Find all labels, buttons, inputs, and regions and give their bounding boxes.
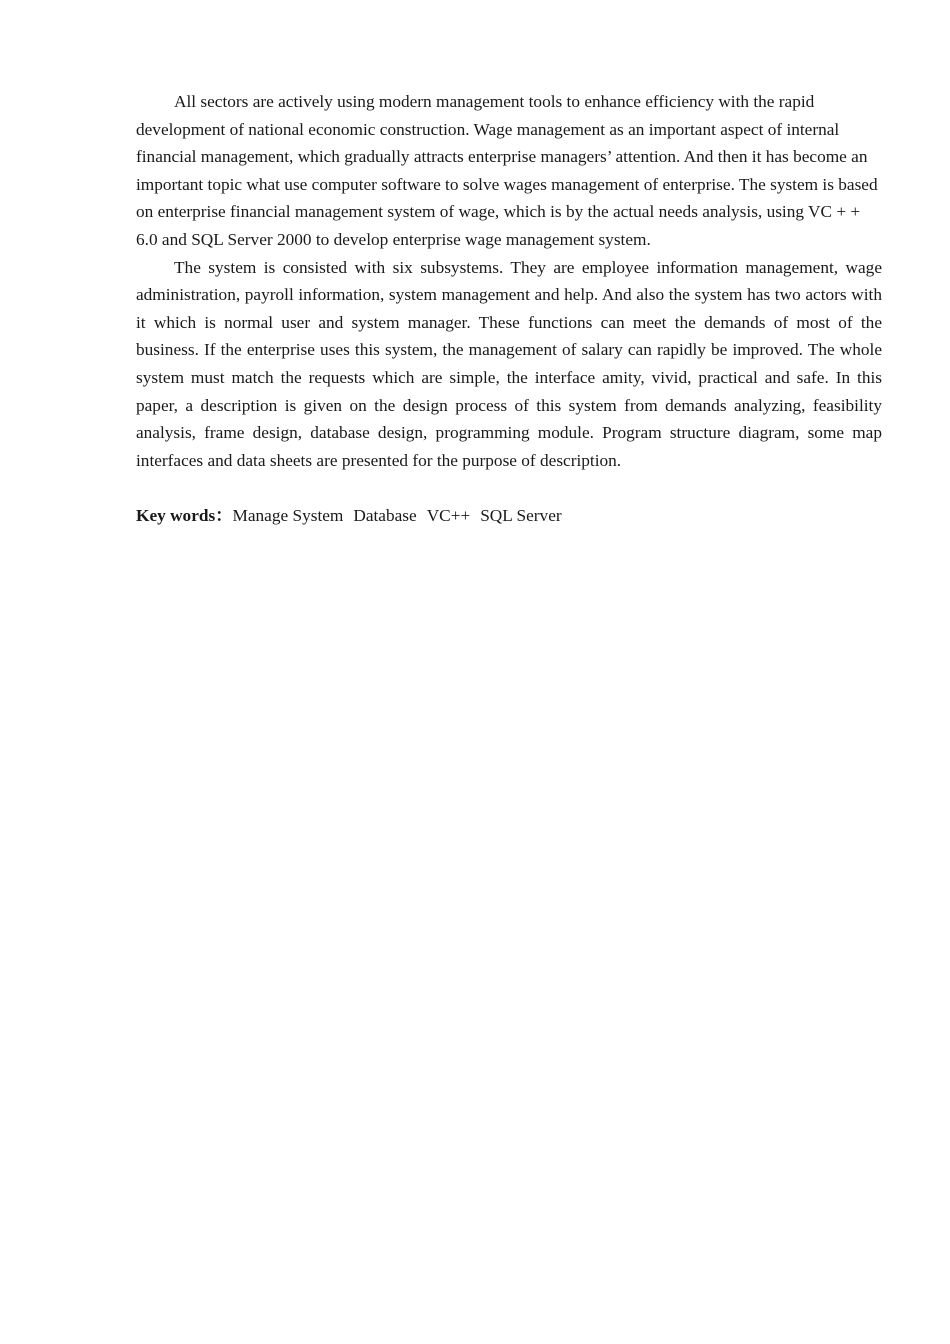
abstract-paragraph-2: The system is consisted with six subsystems. They are employee information management, wage administration, payroll information, system management and help. And also the system has two actors with it which is normal user and system manager. These functions can meet the demands of most of the business. If the enterprise uses this system, the management of salary can rapidly be improved. The whole system must match the requests which are simple, the interface amity, vivid, practical and safe. In this paper, a description is given on the design process of this system from demands analyzing, feasibility analysis, frame design, database design, programming module. Program structure diagram, some map interfaces and data sheets are presented for the purpose of description. [136, 257, 882, 470]
keywords-line [136, 502, 882, 530]
keywords-label: Key words： [136, 506, 233, 526]
keyword-item: Database [353, 506, 417, 526]
keyword-item: Manage System [232, 506, 344, 526]
abstract-paragraph-1: All sectors are actively using modern management tools to enhance efficiency with the rapid development of national economic construction. Wage management as an important aspect of internal financial management, which gradually attracts enterprise managers’ attention. And then it has become an important topic what use computer software to solve wages management of enterprise. The system is based on enterprise financial management system of wage, which is by the actual needs analysis, using VC + + 6.0 and SQL Server 2000 to develop enterprise wage management system. [136, 92, 878, 249]
keyword-item: VC++ [426, 506, 471, 526]
keyword-item: SQL Server [480, 506, 562, 526]
document-page [136, 88, 882, 530]
